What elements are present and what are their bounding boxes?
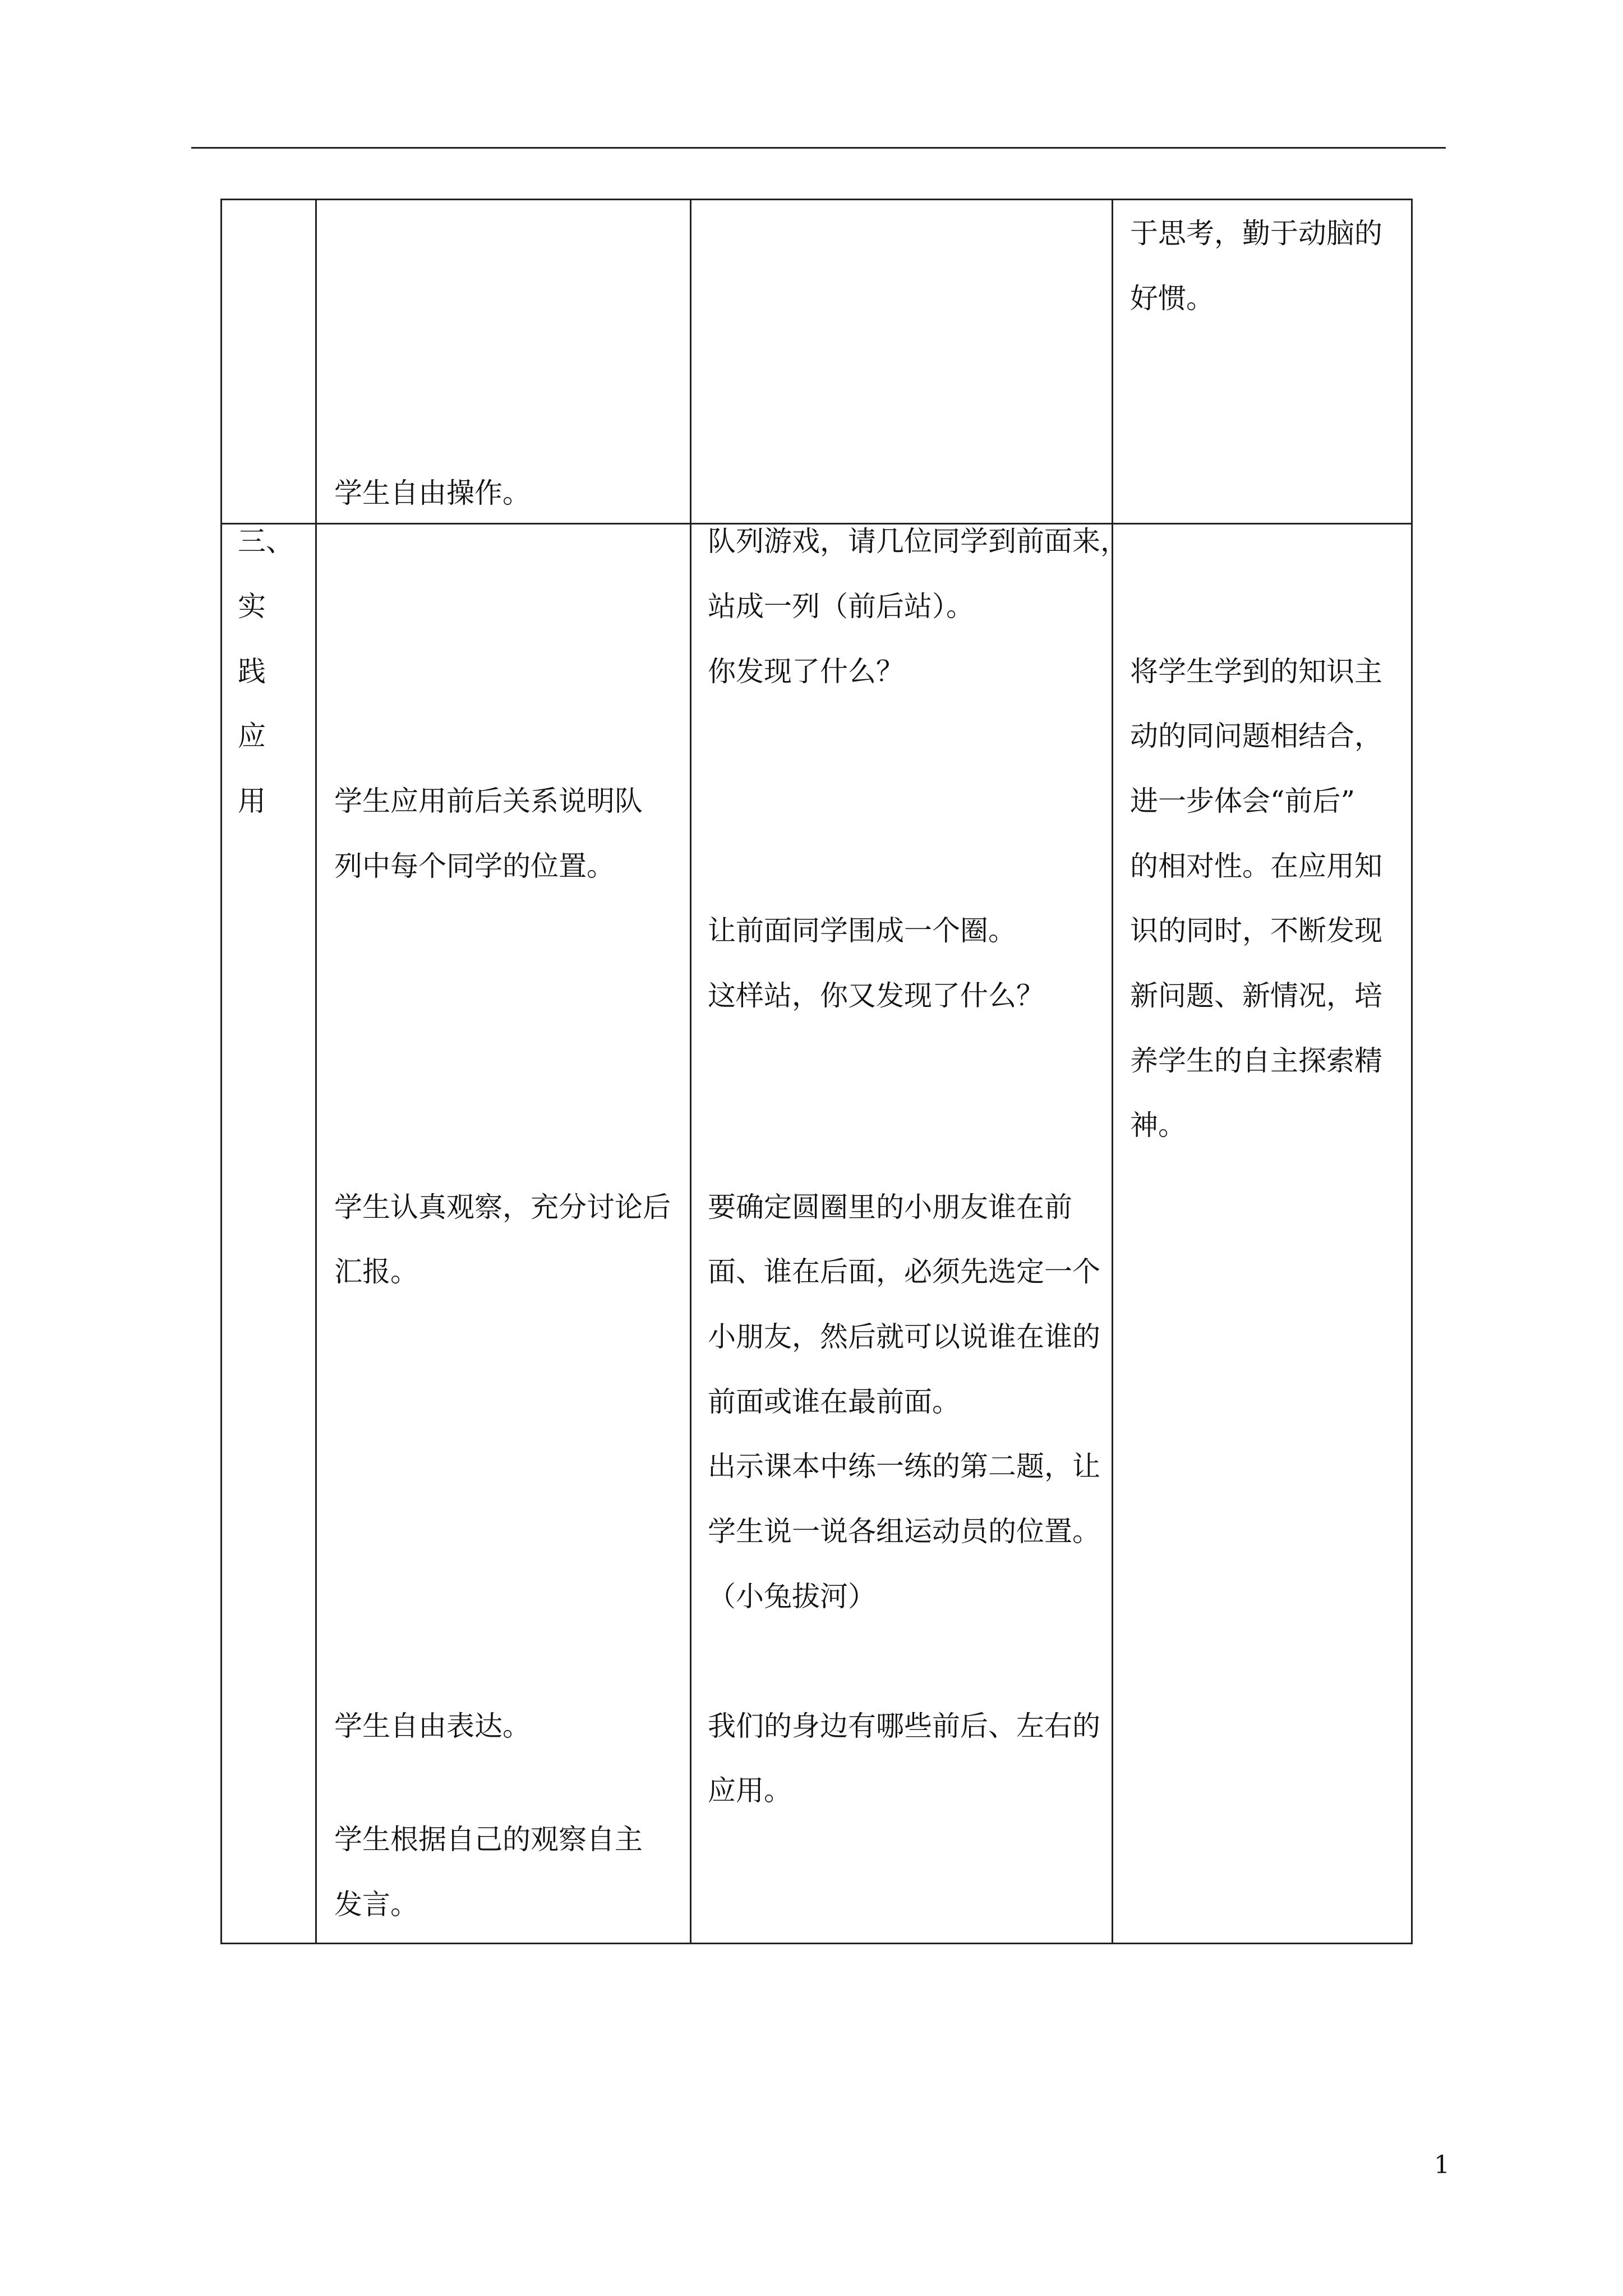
student-text-line: 学生自由表达。 xyxy=(334,1710,531,1742)
student-text-line: 汇报。 xyxy=(334,1255,418,1288)
stage-text-line: 实 xyxy=(238,590,266,623)
design-intent-cell xyxy=(1113,524,1412,1944)
intent-text-line: 神。 xyxy=(1130,1109,1186,1142)
stage-text-line: 应 xyxy=(238,720,266,752)
teacher-text-line: （小兔拔河） xyxy=(708,1580,876,1613)
teacher-text-line: 小朋友，然后就可以说谁在谁的 xyxy=(708,1320,1100,1353)
teacher-text-line: 我们的身边有哪些前后、左右的 xyxy=(708,1710,1100,1742)
teacher-text-line: 出示课本中练一练的第二题，让 xyxy=(708,1450,1100,1483)
lesson-plan-table xyxy=(220,199,1413,1944)
intent-text-line: 动的同问题相结合， xyxy=(1130,720,1382,752)
teacher-text-line: 学生说一说各组运动员的位置。 xyxy=(708,1515,1100,1548)
stage-text-line: 用 xyxy=(238,785,266,817)
intent-text-line: 的相对性。在应用知 xyxy=(1130,850,1382,882)
intent-text-line: 进一步体会“前后” xyxy=(1130,785,1355,817)
page-number: 1 xyxy=(1434,2151,1450,2179)
teacher-activity-cell xyxy=(691,524,1128,1944)
teacher-text-line: 要确定圆圈里的小朋友谁在前 xyxy=(708,1191,1072,1223)
student-text-line: 学生认真观察，充分讨论后 xyxy=(334,1191,671,1223)
teacher-text-line: 前面或谁在最前面。 xyxy=(708,1386,960,1418)
student-text-line: 列中每个同学的位置。 xyxy=(334,850,615,882)
student-text-line: 发言。 xyxy=(334,1888,418,1921)
intent-text-line: 养学生的自主探索精 xyxy=(1130,1045,1382,1077)
student-text-line: 学生根据自己的观察自主 xyxy=(334,1823,643,1856)
stage-cell xyxy=(222,200,316,524)
intent-text-line: 新问题、新情况，培 xyxy=(1130,979,1382,1012)
stage-text-line: 践 xyxy=(238,655,266,688)
table-row xyxy=(222,524,1412,1944)
teacher-text-line: 队列游戏，请几位同学到前面来， xyxy=(708,525,1128,558)
design-intent-cell xyxy=(1113,200,1412,524)
teacher-text-line: 这样站，你又发现了什么？ xyxy=(708,979,1044,1012)
teacher-text-line: 站成一列（前后站）。 xyxy=(708,590,974,623)
teacher-activity-cell xyxy=(691,200,1113,524)
student-text-line: 学生自由操作。 xyxy=(334,477,531,509)
intent-text-line: 将学生学到的知识主 xyxy=(1130,655,1382,688)
student-activity-cell xyxy=(316,200,691,524)
header-rule xyxy=(191,147,1446,149)
stage-cell xyxy=(222,524,316,1944)
teacher-text-line: 应用。 xyxy=(708,1774,792,1807)
teacher-text-line: 你发现了什么？ xyxy=(708,655,904,688)
student-text-line: 学生应用前后关系说明队 xyxy=(334,785,643,817)
stage-text-line: 三、 xyxy=(238,525,294,558)
table-row xyxy=(222,200,1412,524)
intent-text-line: 于思考，勤于动脑的 xyxy=(1130,217,1382,250)
teacher-text-line: 面、谁在后面，必须先选定一个 xyxy=(708,1255,1100,1288)
teacher-text-line: 让前面同学围成一个圈。 xyxy=(708,914,1016,947)
student-activity-cell xyxy=(316,524,691,1944)
intent-text-line: 识的同时，不断发现 xyxy=(1130,914,1382,947)
intent-text-line: 好惯。 xyxy=(1130,282,1214,315)
